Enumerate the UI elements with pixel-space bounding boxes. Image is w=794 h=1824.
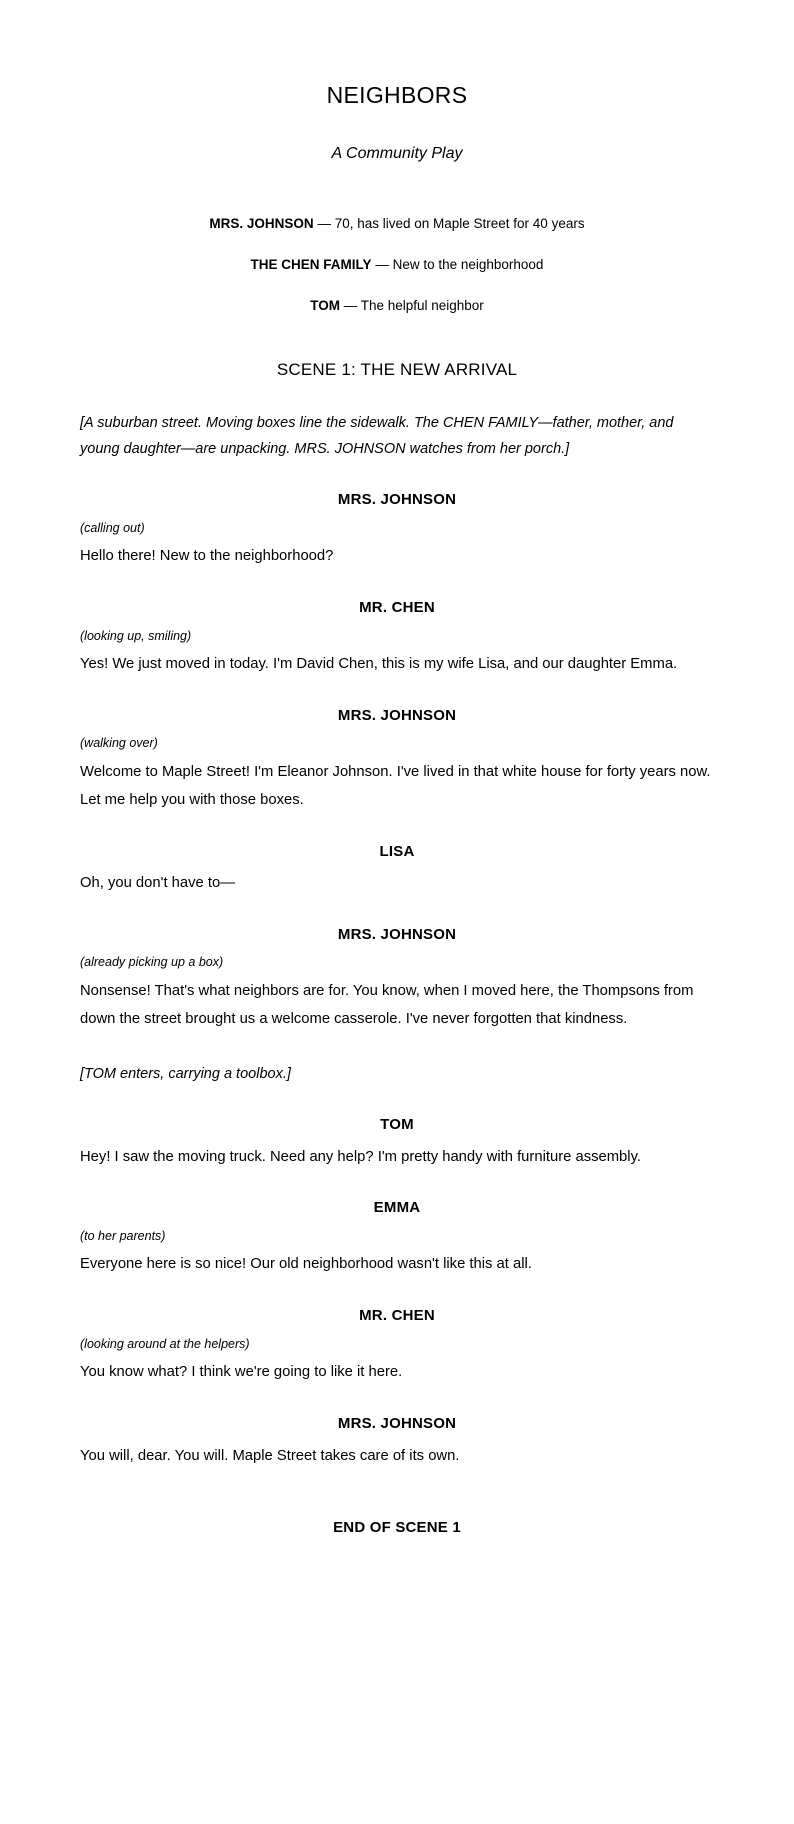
cast-item-description: — New to the neighborhood [371, 256, 544, 272]
play-subtitle: A Community Play [331, 144, 463, 162]
cast-item-name: TOM [310, 297, 340, 313]
character-cue: MRS. JOHNSON [337, 925, 457, 943]
cast-item-description: — The helpful neighbor [339, 297, 484, 313]
dialogue-line: Hey! I saw the moving truck. Need any help? I'm pretty handy with furniture assembly. [80, 1148, 641, 1165]
cast-item [80, 256, 714, 275]
character-cue: MRS. JOHNSON [337, 706, 457, 724]
dialogue-block [80, 598, 714, 679]
dialogue-section-one [80, 490, 714, 1033]
stage-direction-tom-enters: [TOM enters, carrying a toolbox.] [80, 1066, 291, 1083]
cast-item-name: MRS. JOHNSON [209, 215, 314, 231]
cast-item [80, 215, 714, 234]
cast-list [80, 215, 714, 316]
dialogue-line: Hello there! New to the neighborhood? [80, 548, 334, 565]
dialogue-block [80, 1198, 714, 1279]
dialogue-block [80, 925, 714, 1034]
character-cue: MRS. JOHNSON [337, 491, 457, 509]
dialogue-block [80, 490, 714, 571]
character-cue: MR. CHEN [359, 1307, 435, 1325]
dialogue-line: Oh, you don't have to— [80, 875, 235, 892]
script-content [80, 0, 714, 1538]
parenthetical: (to her parents) [80, 1228, 166, 1243]
dialogue-line: You know what? I think we're going to like it here. [80, 1364, 403, 1381]
stage-direction-opening: [A suburban street. Moving boxes line the sidewalk. The CHEN FAMILY—father, mother, and young daughter—are unpacking. MRS. JOHNSON watches from her porch.] [80, 414, 674, 458]
page-title: NEIGHBORS [326, 82, 468, 108]
cast-item-name: THE CHEN FAMILY [250, 256, 372, 272]
character-cue: LISA [379, 842, 415, 860]
character-cue: EMMA [373, 1199, 421, 1217]
parenthetical: (already picking up a box) [80, 955, 224, 970]
scene-end-marker: END OF SCENE 1 [333, 1519, 461, 1537]
dialogue-line: Nonsense! That's what neighbors are for. You know, when I moved here, the Thompsons from down the street brought us a welcome casserole. I've never forgotten that kindness. [80, 982, 694, 1027]
cast-item-description: — 70, has lived on Maple Street for 40 years [313, 215, 585, 231]
cast-item [80, 297, 714, 316]
dialogue-block [80, 842, 714, 898]
dialogue-block [80, 1306, 714, 1387]
dialogue-section-two [80, 1115, 714, 1470]
dialogue-block [80, 1414, 714, 1470]
dialogue-block [80, 706, 714, 815]
character-cue: TOM [380, 1116, 414, 1134]
dialogue-line: Yes! We just moved in today. I'm David Chen, this is my wife Lisa, and our daughter Emma. [80, 656, 678, 673]
dialogue-line: You will, dear. You will. Maple Street takes care of its own. [80, 1447, 460, 1464]
dialogue-line: Everyone here is so nice! Our old neighborhood wasn't like this at all. [80, 1256, 532, 1273]
dialogue-line: Welcome to Maple Street! I'm Eleanor Johnson. I've lived in that white house for forty years now. Let me help you with those boxes. [80, 764, 711, 808]
character-cue: MR. CHEN [359, 599, 435, 617]
character-cue: MRS. JOHNSON [337, 1415, 457, 1433]
parenthetical: (walking over) [80, 736, 158, 751]
parenthetical: (looking up, smiling) [80, 628, 192, 643]
parenthetical: (calling out) [80, 520, 145, 535]
scene-heading: SCENE 1: THE NEW ARRIVAL [276, 360, 518, 380]
dialogue-block [80, 1115, 714, 1171]
parenthetical: (looking around at the helpers) [80, 1336, 250, 1351]
